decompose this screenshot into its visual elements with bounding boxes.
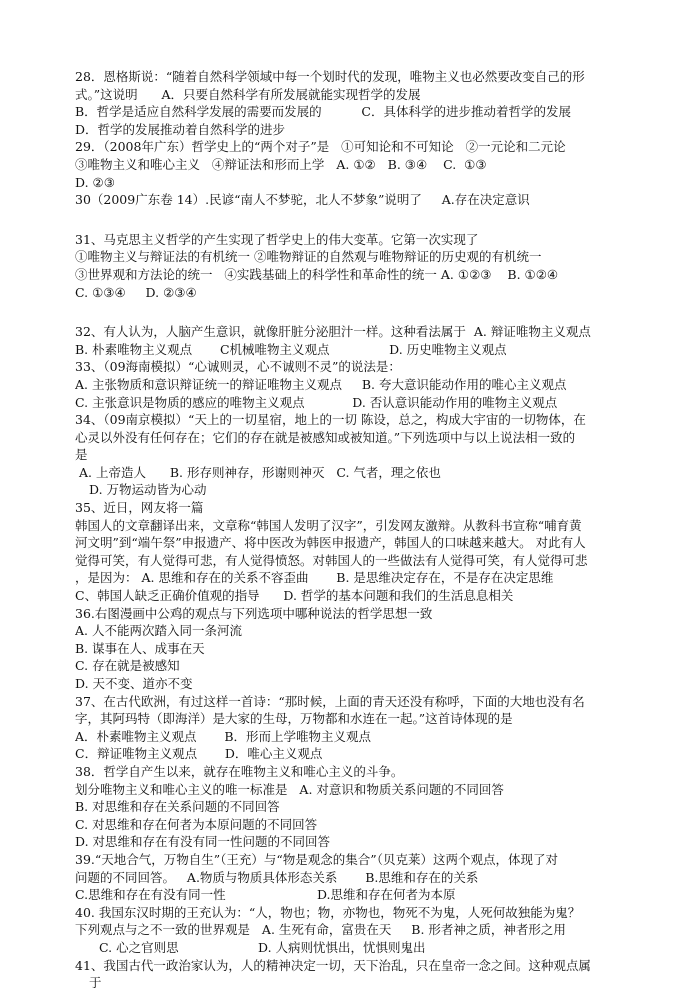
q38-line-2: 划分唯物主义和唯心主义的唯一标准是 A. 对意识和物质关系问题的不同回答 bbox=[75, 781, 504, 797]
q31-line-3: ③世界观和方法论的统一 ④实践基础上的科学性和革命性的统一 A. ①②③ B. ①②④ bbox=[75, 266, 559, 282]
q37-line-1: 37、在古代欧洲，有过这样一首诗：“那时候，上面的青天还没有称呼，下面的大地也没有名 bbox=[75, 693, 585, 709]
document-page bbox=[75, 68, 620, 992]
q37-line-2: 字，其阿玛特（即海洋）是大家的生母，万物都和水连在一起。”这首诗体现的是 bbox=[75, 711, 513, 727]
q33-line-2: A. 主张物质和意识辩证统一的辩证唯物主义观点 B. 夸大意识能动作用的唯心主义观点 bbox=[75, 376, 567, 392]
q28-line-1: 28．恩格斯说：“随着自然科学领域中每一个划时代的发现，唯物主义也必然要改变自己的形 bbox=[75, 69, 585, 84]
q28-line-3: B．哲学是适应自然科学发展的需要而发展的 C．具体科学的进步推动着哲学的发展 bbox=[75, 104, 571, 120]
q35-line-4: 觉得可笑，有人觉得可悲，有人觉得愤怒。对韩国人的一些做法有人觉得可笑，有人觉得可悲 bbox=[75, 552, 588, 568]
q34-line-3: 是 bbox=[75, 447, 88, 463]
q31-line-1: 31、马克思主义哲学的产生实现了哲学史上的伟大变革。它第一次实现了 bbox=[75, 231, 479, 247]
q39-line-2: 问题的不同回答。 A.物质与物质具体形态关系 B.思维和存在的关系 bbox=[75, 869, 479, 885]
q29-line-2: ③唯物主义和唯心主义 ④辩证法和形而上学 A. ①② B. ③④ C. ①③ bbox=[75, 156, 487, 172]
q35-line-6: C、韩国人缺乏正确价值观的指导 D. 哲学的基本问题和我们的生活息息相关 bbox=[75, 588, 514, 604]
q33-line-3: C. 主张意识是物质的感应的唯物主义观点 D. 否认意识能动作用的唯物主义观点 bbox=[75, 394, 558, 410]
q34-line-4: A. 上帝造人 B. 形存则神存，形谢则神灭 C. 气者，理之依也 bbox=[79, 464, 441, 480]
q32-line-1: 32、有人认为，人脑产生意识，就像肝脏分泌胆汁一样。这种看法属于 A. 辩证唯物主义观点 bbox=[75, 324, 591, 340]
q36-option-c: C. 存在就是被感知 bbox=[75, 658, 180, 674]
q40-line-3: C. 心之官则思 D. 人病则忧惧出，忧惧则鬼出 bbox=[99, 939, 426, 955]
q35-line-5: ，是因为： A. 思维和存在的关系不容歪曲 B. 是思维决定存在，不是存在决定思维 bbox=[75, 570, 554, 586]
q31-line-2: ①唯物主义与辩证法的有机统一 ②唯物辩证的自然观与唯物辩证的历史观的有机统一 bbox=[75, 249, 542, 265]
q41-line-1: 41、我国古代一政治家认为，人的精神决定一切，天下治乱，只在皇帝一念之间。这种观点属 bbox=[75, 957, 591, 973]
q35-line-2: 韩国人的文章翻译出来，文章称“韩国人发明了汉字”，引发网友激辩。从教科书宣称“哺育黄 bbox=[75, 517, 582, 533]
q38-line-1: 38．哲学自产生以来，就存在唯物主义和唯心主义的斗争。 bbox=[75, 763, 404, 779]
q31-line-4: C. ①③④ D. ②③④ bbox=[75, 284, 197, 300]
q36-line-1: 36.右图漫画中公鸡的观点与下列选项中哪种说法的哲学思想一致 bbox=[75, 605, 433, 621]
q29-line-1: 29．（2008年广东）哲学史上的“两个对子”是 ①可知论和不可知论 ②一元论和二元论 bbox=[75, 139, 566, 155]
q40-line-2: 下列观点与之不一致的世界观是 A. 生死有命，富贵在天 B. 形者神之质，神者形之用 bbox=[75, 922, 566, 938]
q38-option-d: D. 对思维和存在有没有同一性问题的不同回答 bbox=[75, 834, 331, 850]
q38-option-b: B. 对思维和存在关系问题的不同回答 bbox=[75, 799, 280, 815]
q34-line-1: 34、（09南京模拟）“天上的一切星宿，地上的一切 陈设，总之，构成大宇宙的一切物体，在 bbox=[75, 412, 586, 428]
q39-line-1: 39.“天地合气，万物自生”（王充）与“物是观念的集合”（贝克莱）这两个观点，体现了对 bbox=[75, 851, 558, 867]
q35-line-1: 35、近日，网友将一篇 bbox=[75, 500, 204, 516]
q40-line-1: 40. 我国东汉时期的王充认为：“人，物也；物，亦物也，物死不为鬼，人死何故独能为鬼？ bbox=[75, 904, 581, 920]
q30-line-1: 30（2009广东卷 14）.民谚“南人不梦驼，北人不梦象”说明了 A.存在决定意识 bbox=[75, 192, 530, 208]
q41-line-2: 于 bbox=[89, 975, 102, 991]
q38-option-c: C. 对思维和存在何者为本原问题的不同回答 bbox=[75, 816, 318, 832]
q28-line-2: 式。”这说明 A．只要自然科学有所发展就能实现哲学的发展 bbox=[75, 86, 421, 102]
q34-line-5: D. 万物运动皆为心动 bbox=[89, 482, 207, 498]
q37-options-cd: C．辩证唯物主义观点 D．唯心主义观点 bbox=[75, 746, 323, 762]
q37-options-ab: A．朴素唯物主义观点 B．形而上学唯物主义观点 bbox=[75, 728, 372, 744]
q32-line-2: B. 朴素唯物主义观点 C机械唯物主义观点 D. 历史唯物主义观点 bbox=[75, 341, 507, 357]
q34-line-2: 心灵以外没有任何存在；它们的存在就是被感知或被知道。”下列选项中与以上说法相一致的 bbox=[75, 429, 576, 445]
q36-option-a: A. 人不能两次踏入同一条河流 bbox=[75, 623, 242, 639]
q39-line-3: C.思维和存在有没有同一性 D.思维和存在何者为本原 bbox=[75, 887, 456, 903]
q33-line-1: 33、（09海南模拟）“心诚则灵，心不诚则不灵”的说法是： bbox=[75, 359, 401, 375]
q29-line-3: D. ②③ bbox=[75, 174, 115, 190]
q35-line-3: 河文明”到“端午祭”申报遗产、将中医改为韩医申报遗产，韩国人的口味越来越大。 对此有人 bbox=[75, 535, 586, 551]
q36-option-d: D. 天不变、道亦不变 bbox=[75, 676, 193, 691]
q36-option-b: B. 谋事在人、成事在天 bbox=[75, 640, 205, 656]
q28-line-4: D．哲学的发展推动着自然科学的进步 bbox=[75, 121, 286, 137]
